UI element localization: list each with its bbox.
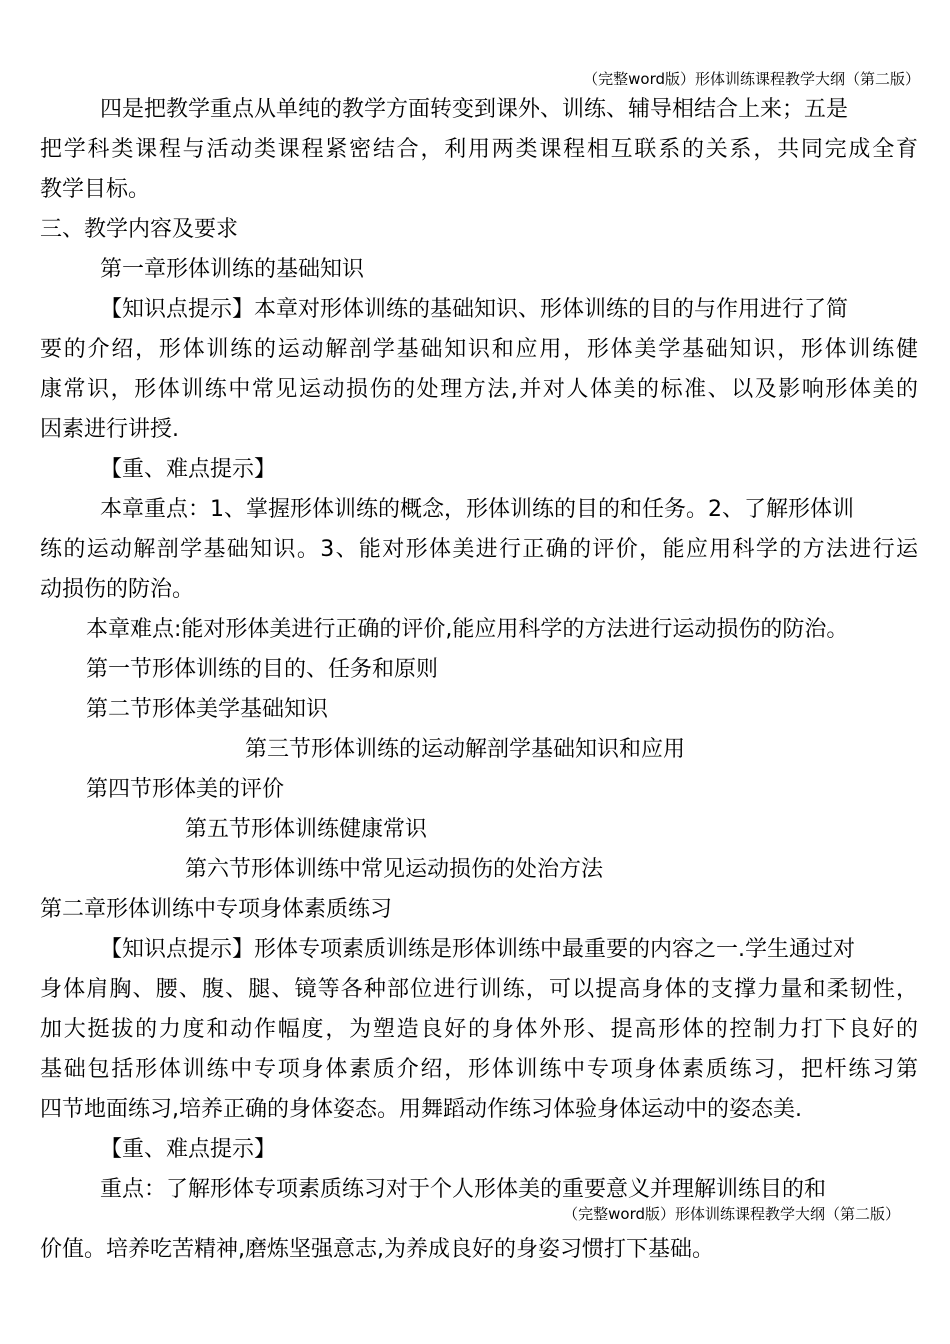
body-line: 把学科类课程与活动类课程紧密结合，利用两类课程相互联系的关系，共同完成全育: [40, 137, 918, 162]
body-line: 本章难点:能对形体美进行正确的评价,能应用科学的方法进行运动损伤的防治。: [86, 617, 849, 642]
body-line: 价值。培养吃苦精神,磨炼坚强意志,为养成良好的身姿习惯打下基础。: [40, 1237, 714, 1262]
subheading: 【重、难点提示】: [100, 1137, 277, 1162]
section-item: 第一节形体训练的目的、任务和原则: [86, 657, 439, 682]
chapter-heading: 第一章形体训练的基础知识: [100, 257, 365, 282]
section-item: 第六节形体训练中常见运动损伤的处治方法: [185, 857, 604, 882]
body-line: 四是把教学重点从单纯的教学方面转变到课外、训练、辅导相结合上来；五是: [100, 97, 849, 122]
body-line: 加大挺拔的力度和动作幅度，为塑造良好的身体外形、提高形体的控制力打下良好的: [40, 1017, 918, 1042]
body-line: 【知识点提示】本章对形体训练的基础知识、形体训练的目的与作用进行了简: [100, 297, 849, 322]
body-line: 基础包括形体训练中专项身体素质介绍，形体训练中专项身体素质练习，把杆练习第: [40, 1057, 918, 1082]
body-line: 教学目标。: [40, 177, 151, 202]
section-item: 第五节形体训练健康常识: [185, 817, 428, 842]
body-line: 四节地面练习,培养正确的身体姿态。用舞蹈动作练习体验身体运动中的姿态美.: [40, 1097, 802, 1122]
chapter-heading: 第二章形体训练中专项身体素质练习: [40, 897, 393, 922]
body-line: 【知识点提示】形体专项素质训练是形体训练中最重要的内容之一.学生通过对: [100, 937, 855, 962]
page-header: （完整word版）形体训练课程教学大纲（第二版）: [563, 1205, 900, 1223]
section-item: 第三节形体训练的运动解剖学基础知识和应用: [245, 737, 686, 762]
body-line: 康常识，形体训练中常见运动损伤的处理方法,并对人体美的标准、以及影响形体美的: [40, 377, 918, 402]
body-line: 重点：了解形体专项素质练习对于个人形体美的重要意义并理解训练目的和: [100, 1177, 827, 1202]
body-line: 动损伤的防治。: [40, 577, 195, 602]
page-header: （完整word版）形体训练课程教学大纲（第二版）: [583, 70, 920, 88]
body-line: 本章重点：1、掌握形体训练的概念，形体训练的目的和任务。2、了解形体训: [100, 497, 854, 522]
body-line: 身体肩胸、腰、腹、腿、镜等各种部位进行训练，可以提高身体的支撑力量和柔韧性，: [40, 977, 918, 1002]
subheading: 【重、难点提示】: [100, 457, 277, 482]
section-item: 第二节形体美学基础知识: [86, 697, 329, 722]
section-item: 第四节形体美的评价: [86, 777, 285, 802]
body-line: 练的运动解剖学基础知识。3、能对形体美进行正确的评价，能应用科学的方法进行运: [40, 537, 918, 562]
body-line: 因素进行讲授.: [40, 417, 179, 442]
body-line: 要的介绍，形体训练的运动解剖学基础知识和应用，形体美学基础知识，形体训练健: [40, 337, 918, 362]
section-heading: 三、教学内容及要求: [40, 217, 239, 242]
